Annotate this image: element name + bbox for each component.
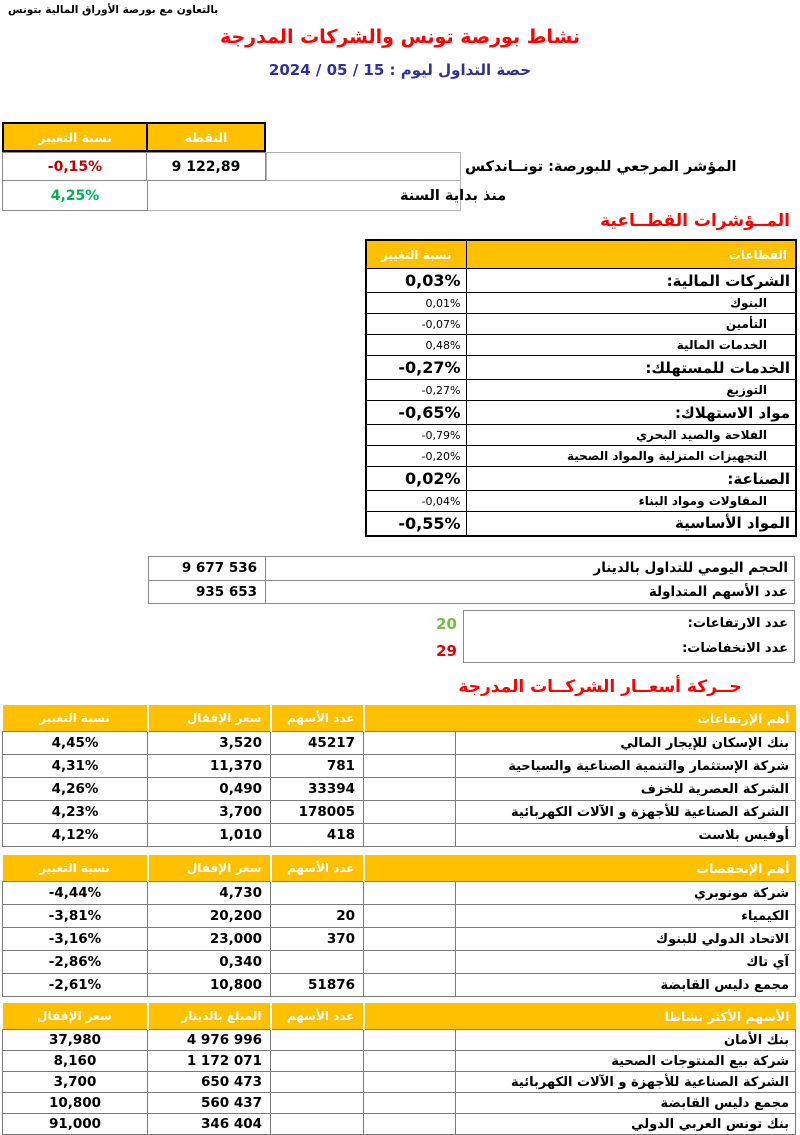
company-name: بنك الإسكان للإيجار المالي [456, 732, 796, 755]
sector-change: -0,27% [366, 380, 466, 401]
index-empty-cell [266, 152, 461, 181]
declines-count: 29 [436, 642, 457, 660]
sector-change: -0,65% [366, 401, 466, 425]
active-header-row [3, 1003, 796, 1030]
close-value: 11,370 [148, 755, 271, 778]
sector-name: مواد الاستهلاك: [466, 401, 796, 425]
table-row [3, 1114, 796, 1135]
sector-change: -0,79% [366, 425, 466, 446]
top-gainers-table [2, 705, 796, 847]
sector-row [366, 467, 796, 491]
close-value: 10,800 [3, 1093, 148, 1114]
top-losers-table [2, 855, 796, 997]
ytd-change-value: 4,25% [2, 181, 148, 211]
sector-name: التأمين [466, 314, 796, 335]
company-name: بنك تونس العربي الدولي [456, 1114, 796, 1135]
table-row [3, 801, 796, 824]
active-amount-header: المبلغ بالدينار [148, 1003, 271, 1030]
company-name: بنك الأمان [456, 1030, 796, 1051]
index-points-value: 9 122,89 [146, 152, 266, 181]
shares-value: 51876 [271, 974, 364, 997]
losers-header-row [3, 855, 796, 882]
amount-value: 1 172 071 [148, 1051, 271, 1072]
index-points-column-header: النقطة [146, 122, 266, 152]
blank-cell [364, 801, 456, 824]
daily-volume-table [148, 556, 795, 604]
gainers-header-row [3, 705, 796, 732]
amount-value: 4 976 996 [148, 1030, 271, 1051]
blank-cell [364, 1030, 456, 1051]
sector-name: الصناعة: [466, 467, 796, 491]
blank-cell [364, 951, 456, 974]
table-row [3, 928, 796, 951]
advances-count: 20 [436, 615, 457, 633]
close-value: 4,730 [148, 882, 271, 905]
shares-value: 781 [271, 755, 364, 778]
close-value: 3,700 [148, 801, 271, 824]
sector-header-row [366, 240, 796, 269]
shares-value [271, 1072, 364, 1093]
company-name: الشركة الصناعية للأجهزة و الآلات الكهربائية [456, 801, 796, 824]
blank-cell [364, 1093, 456, 1114]
table-row [3, 1030, 796, 1051]
index-change-column-header: نسبة التغيير [2, 122, 148, 152]
sector-row [366, 491, 796, 512]
amount-value: 560 437 [148, 1093, 271, 1114]
volume-label: الحجم اليومي للتداول بالدينار [593, 560, 788, 576]
change-value: 4,26% [3, 778, 148, 801]
sector-row [366, 293, 796, 314]
table-row [3, 1051, 796, 1072]
traded-shares-label: عدد الأسهم المتداولة [648, 584, 788, 600]
shares-value: 33394 [271, 778, 364, 801]
most-active-table [2, 1003, 796, 1135]
change-value: -4,44% [3, 882, 148, 905]
gainers-change-header: نسبة التغيير [3, 705, 148, 732]
sector-name-header: القطاعات [466, 240, 796, 269]
blank-cell [364, 1114, 456, 1135]
amount-value: 346 404 [148, 1114, 271, 1135]
close-value: 91,000 [3, 1114, 148, 1135]
sector-change: -0,55% [366, 512, 466, 536]
blank-cell [364, 974, 456, 997]
company-name: آي تاك [456, 951, 796, 974]
close-value: 10,800 [148, 974, 271, 997]
sector-name: المواد الأساسية [466, 512, 796, 536]
sector-row [366, 356, 796, 380]
blank-cell [364, 1072, 456, 1093]
company-name: الكيمياء [456, 905, 796, 928]
sector-change: 0,03% [366, 269, 466, 293]
shares-value: 370 [271, 928, 364, 951]
sector-name: الفلاحة والصيد البحري [466, 425, 796, 446]
table-row [3, 951, 796, 974]
blank-cell [364, 732, 456, 755]
volume-row [149, 557, 794, 580]
ytd-label: منذ بداية السنة [400, 188, 507, 204]
close-value: 20,200 [148, 905, 271, 928]
shares-value [271, 1051, 364, 1072]
sector-change: -0,27% [366, 356, 466, 380]
sector-change-header: نسبة التغيير [366, 240, 466, 269]
close-value: 23,000 [148, 928, 271, 951]
active-shares-header: عدد الأسهم [271, 1003, 364, 1030]
table-row [3, 905, 796, 928]
page-title: نشاط بورصة تونس والشركات المدرجة [219, 26, 581, 48]
company-name: مجمع دليس القابضة [456, 974, 796, 997]
blank-cell [364, 905, 456, 928]
shares-value [271, 1093, 364, 1114]
shares-value: 20 [271, 905, 364, 928]
table-row [3, 778, 796, 801]
sector-change: 0,48% [366, 335, 466, 356]
sector-change: 0,02% [366, 467, 466, 491]
close-value: 1,010 [148, 824, 271, 847]
shares-value [271, 951, 364, 974]
declines-label: عدد الانخفاضات: [463, 636, 795, 663]
change-value: -2,86% [3, 951, 148, 974]
sector-name: الخدمات المالية [466, 335, 796, 356]
losers-shares-header: عدد الأسهم [271, 855, 364, 882]
advances-label: عدد الارتفاعات: [463, 610, 795, 637]
volume-value: 9 677 536 [149, 557, 266, 580]
table-row [3, 974, 796, 997]
table-row [3, 755, 796, 778]
company-name: شركة الإستثمار والتنمية الصناعية والسياحية [456, 755, 796, 778]
gainers-title: أهم الإرتفاعات [364, 705, 796, 732]
index-reference-label: المؤشر المرجعي للبورصة: تونــاندكس [465, 158, 737, 175]
shares-value [271, 1114, 364, 1135]
sector-change: -0,04% [366, 491, 466, 512]
close-value: 37,980 [3, 1030, 148, 1051]
shares-value: 178005 [271, 801, 364, 824]
shares-value [271, 882, 364, 905]
company-name: الشركة العصرية للخزف [456, 778, 796, 801]
active-title: الأسهم الأكثر نشاطا [364, 1003, 796, 1030]
losers-close-header: سعر الإقفال [148, 855, 271, 882]
sector-change: -0,20% [366, 446, 466, 467]
price-movement-heading: حــركة أسعــار الشركــات المدرجة [458, 677, 742, 697]
company-name: شركة مونوبري [456, 882, 796, 905]
sector-row [366, 380, 796, 401]
change-value: 4,45% [3, 732, 148, 755]
table-row [3, 1072, 796, 1093]
table-row [3, 882, 796, 905]
sector-name: التوزيع [466, 380, 796, 401]
company-name: شركة بيع المنتوجات الصحية [456, 1051, 796, 1072]
index-change-value: -0,15% [2, 152, 148, 181]
change-value: 4,31% [3, 755, 148, 778]
sector-row [366, 269, 796, 293]
sector-indices-heading: المــؤشرات القطــاعية [600, 211, 790, 231]
losers-title: أهم الإنخفضات [364, 855, 796, 882]
active-close-header: سعر الإقفال [3, 1003, 148, 1030]
close-value: 8,160 [3, 1051, 148, 1072]
change-value: -2,61% [3, 974, 148, 997]
company-name: الشركة الصناعية للأجهزة و الآلات الكهربائية [456, 1072, 796, 1093]
company-name: الاتحاد الدولي للبنوك [456, 928, 796, 951]
sector-row [366, 401, 796, 425]
change-value: -3,81% [3, 905, 148, 928]
table-row [3, 824, 796, 847]
sector-row [366, 512, 796, 536]
company-name: مجمع دليس القابضة [456, 1093, 796, 1114]
losers-change-header: نسبة التغيير [3, 855, 148, 882]
sector-row [366, 425, 796, 446]
table-row [3, 732, 796, 755]
blank-cell [364, 755, 456, 778]
blank-cell [364, 778, 456, 801]
sector-indices-table [365, 239, 797, 537]
amount-value: 650 473 [148, 1072, 271, 1093]
traded-shares-value: 935 653 [149, 581, 266, 603]
sector-row [366, 446, 796, 467]
change-value: 4,23% [3, 801, 148, 824]
sector-change: 0,01% [366, 293, 466, 314]
session-date-subtitle: حصة التداول ليوم : 15 / 05 / 2024 [268, 61, 532, 79]
close-value: 3,700 [3, 1072, 148, 1093]
blank-cell [364, 1051, 456, 1072]
change-value: -3,16% [3, 928, 148, 951]
shares-value: 418 [271, 824, 364, 847]
sector-row [366, 314, 796, 335]
close-value: 0,340 [148, 951, 271, 974]
cooperation-note: بالتعاون مع بورصة الأوراق المالية بتونس [8, 4, 219, 16]
close-value: 0,490 [148, 778, 271, 801]
sector-change: -0,07% [366, 314, 466, 335]
gainers-shares-header: عدد الأسهم [271, 705, 364, 732]
company-name: أوفيس بلاست [456, 824, 796, 847]
volume-row [149, 580, 794, 603]
table-row [3, 1093, 796, 1114]
shares-value [271, 1030, 364, 1051]
sector-name: الخدمات للمستهلك: [466, 356, 796, 380]
sector-name: الشركات المالية: [466, 269, 796, 293]
blank-cell [364, 928, 456, 951]
close-value: 3,520 [148, 732, 271, 755]
blank-cell [364, 824, 456, 847]
sector-name: المقاولات ومواد البناء [466, 491, 796, 512]
shares-value: 45217 [271, 732, 364, 755]
blank-cell [364, 882, 456, 905]
sector-row [366, 335, 796, 356]
sector-name: البنوك [466, 293, 796, 314]
gainers-close-header: سعر الإقفال [148, 705, 271, 732]
sector-name: التجهيزات المنزلية والمواد الصحية [466, 446, 796, 467]
change-value: 4,12% [3, 824, 148, 847]
